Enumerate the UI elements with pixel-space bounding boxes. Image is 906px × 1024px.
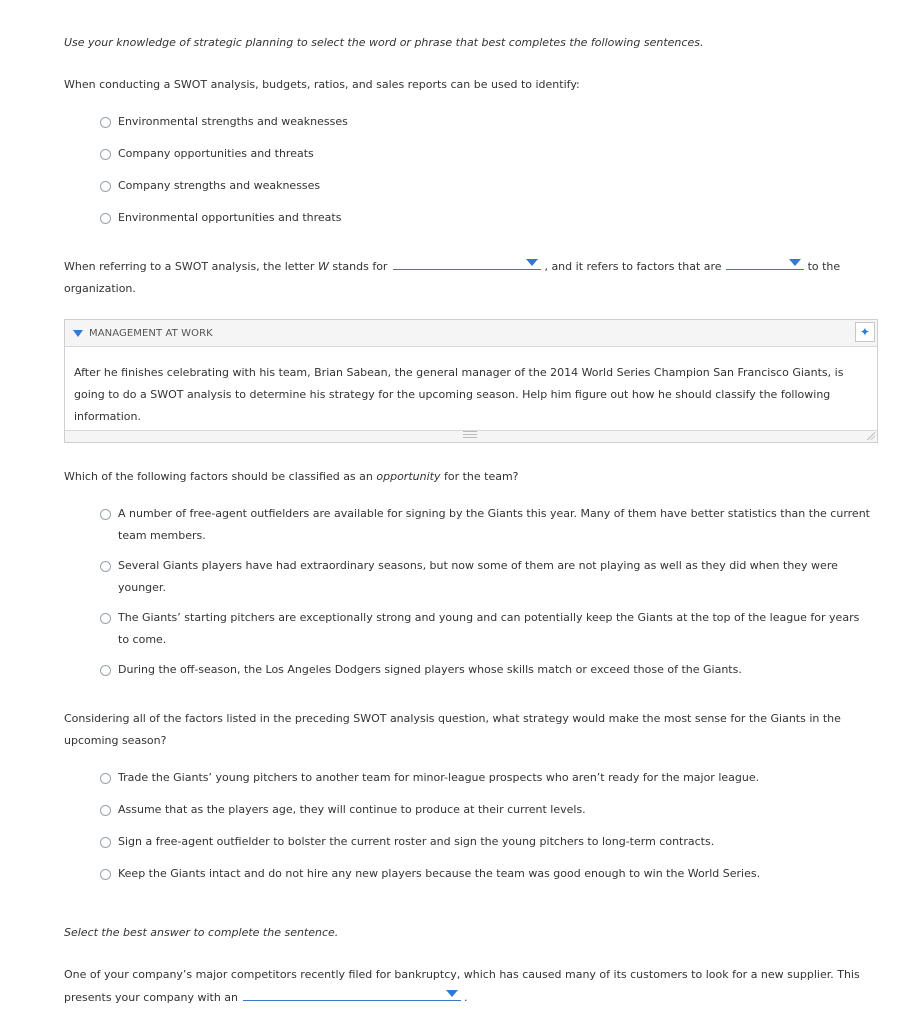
question-2: When referring to a SWOT analysis, the letter W stands for , and it refers to factors that are to the organization.	[64, 255, 864, 300]
q4-option-4[interactable]: Keep the Giants intact and do not hire any new players because the team was good enough to win the World Series.	[100, 868, 870, 900]
radio-button[interactable]	[100, 213, 111, 224]
collapse-triangle-icon[interactable]	[73, 330, 83, 337]
management-at-work-panel	[64, 319, 878, 443]
radio-button[interactable]	[100, 805, 111, 816]
w-stands-for-dropdown[interactable]	[393, 255, 541, 270]
q1-option-1[interactable]: Environmental strengths and weaknesses	[100, 116, 348, 148]
radio-button[interactable]	[100, 837, 111, 848]
radio-button[interactable]	[100, 509, 111, 520]
radio-button[interactable]	[100, 869, 111, 880]
factors-dropdown[interactable]	[726, 255, 804, 270]
radio-button[interactable]	[100, 117, 111, 128]
question-1-text: When conducting a SWOT analysis, budgets, ratios, and sales reports can be used to identify:	[64, 78, 580, 91]
q3-option-3[interactable]: The Giants’ starting pitchers are exceptionally strong and young and can potentially keep the Giants at the top of the league for years to come.	[100, 612, 870, 664]
question-4-text: Considering all of the factors listed in the preceding SWOT analysis question, what strategy would make the most sense for the Giants in the upcoming season?	[64, 712, 841, 747]
q1-option-4[interactable]: Environmental opportunities and threats	[100, 212, 348, 244]
chevron-down-icon	[789, 259, 801, 266]
radio-button[interactable]	[100, 773, 111, 784]
question-1-options	[100, 116, 348, 244]
q4-option-2[interactable]: Assume that as the players age, they will continue to produce at their current levels.	[100, 804, 870, 836]
q1-option-2[interactable]: Company opportunities and threats	[100, 148, 348, 180]
radio-button[interactable]	[100, 149, 111, 160]
radio-button[interactable]	[100, 665, 111, 676]
panel-title: MANAGEMENT AT WORK	[89, 327, 213, 339]
q3-option-4[interactable]: During the off-season, the Los Angeles Dodgers signed players whose skills match or exceed those of the Giants.	[100, 664, 870, 696]
q3-option-2[interactable]: Several Giants players have had extraordinary seasons, but now some of them are not playing as well as they did when they were younger.	[100, 560, 870, 612]
instruction-select-best: Select the best answer to complete the sentence.	[64, 926, 339, 939]
panel-header[interactable]	[65, 320, 877, 346]
radio-button[interactable]	[100, 561, 111, 572]
drag-handle-icon[interactable]	[463, 431, 477, 438]
q1-option-3[interactable]: Company strengths and weaknesses	[100, 180, 348, 212]
chevron-down-icon	[526, 259, 538, 266]
q4-option-1[interactable]: Trade the Giants’ young pitchers to another team for minor-league prospects who aren’t ready for the major league.	[100, 772, 870, 804]
instruction-strategic: Use your knowledge of strategic planning to select the word or phrase that best completes the following sentences.	[64, 36, 704, 49]
q4-option-3[interactable]: Sign a free-agent outfielder to bolster the current roster and sign the young pitchers to long-term contracts.	[100, 836, 870, 868]
question-4-options	[100, 772, 870, 900]
chevron-down-icon	[446, 990, 458, 997]
question-3: Which of the following factors should be classified as an opportunity for the team?	[64, 470, 519, 483]
pin-icon[interactable]: ✦	[855, 322, 875, 342]
radio-button[interactable]	[100, 613, 111, 624]
panel-body-text: After he finishes celebrating with his team, Brian Sabean, the general manager of the 2014 World Series Champion San Francisco Giants, is going to do a SWOT analysis to determine his strategy for the upcoming season. Help him figure out how he should classify the following information.	[65, 346, 877, 431]
opportunity-dropdown[interactable]	[243, 986, 461, 1001]
resize-handle-icon[interactable]	[867, 432, 875, 440]
q3-option-1[interactable]: A number of free-agent outfielders are available for signing by the Giants this year. Many of them have better statistics than the current team members.	[100, 508, 870, 560]
question-5: One of your company’s major competitors recently filed for bankruptcy, which has caused many of its customers to look for a new supplier. This presents your company with an .	[64, 968, 860, 1004]
question-3-options	[100, 508, 870, 696]
radio-button[interactable]	[100, 181, 111, 192]
